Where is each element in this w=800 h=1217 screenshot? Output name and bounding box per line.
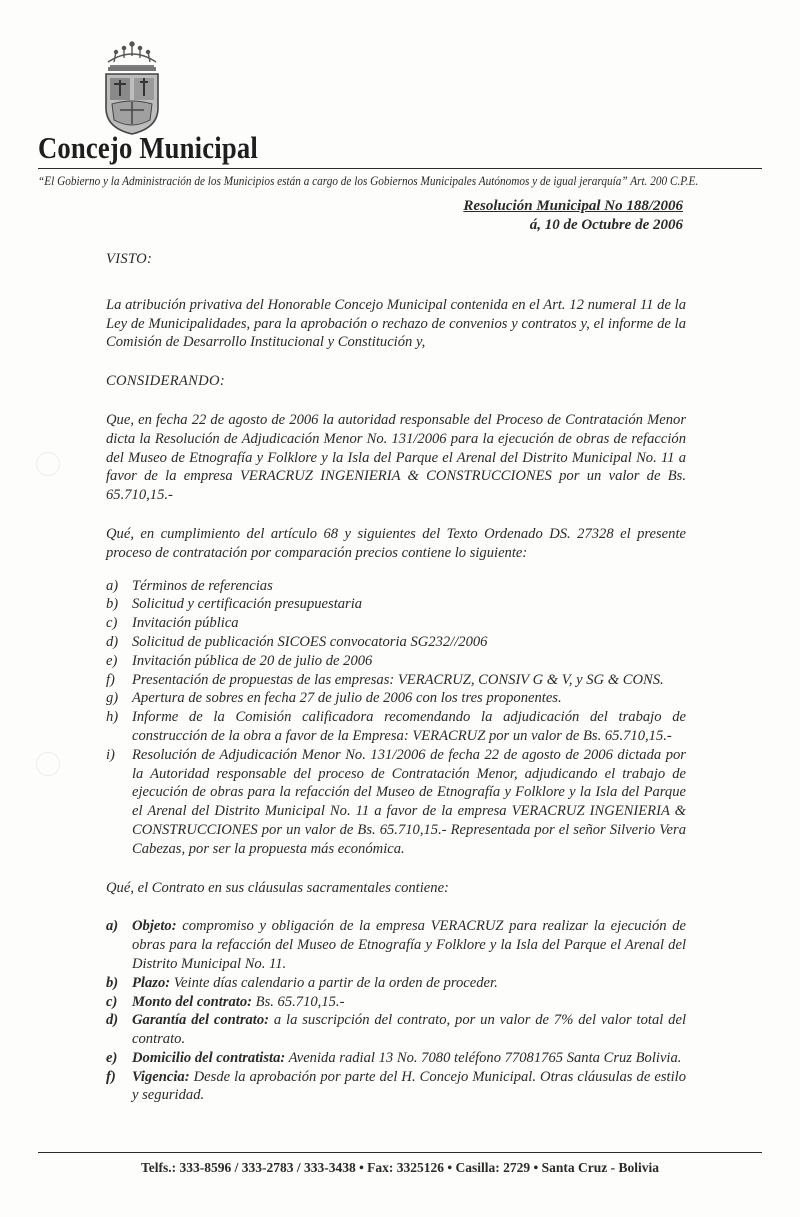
visto-heading: VISTO: (106, 251, 153, 267)
considerando-paragraph-1: Que, en fecha 22 de agosto de 2006 la autoridad responsable del Proceso de Contratación Menor dicta la Resolución de Adjudicación Menor No. 131/2006 para la ejecución de obras de refacción del Museo de Etnografía y Folklore y la Isla del Parque el Arenal del Distrito Municipal No. 11 a favor de la empresa VERACRUZ INGENIERIA & CONSTRUCCIONES por un valor de Bs. 65.710,15.- (106, 411, 686, 504)
list-item: i) Resolución de Adjudicación Menor No. 131/2006 de fecha 22 de agosto de 2006 dictada por la Autoridad responsable del proceso de Contratación Menor, adjudicando el trabajo de ejecución de obras para la refacción del Museo de Etnografía y Folklore y la Isla del Parque el Arenal del Distrito Municipal No. 11 a favor de la empresa VERACRUZ INGENIERIA & CONSTRUCCIONES por un valor de Bs. 65.710,15.- Representada por el señor Silverio Vera Cabezas, por ser la propuesta más económica. (106, 746, 686, 857)
visto-text: La atribución privativa del Honorable Concejo Municipal contenida en el Art. 12 numeral 11 de la Ley de Municipalidades, para la aprobación o rechazo de convenios y contratos y, el informe de la Comisión de Desarrollo Institucional y Constitución y, (106, 296, 686, 351)
header-motto: “El Gobierno y la Administración de los Municipios están a cargo de los Gobiernos Municipales Autónomos y de igual jerarquía” Art. 200 C.P.E. (38, 174, 699, 188)
list-item: h) Informe de la Comisión calificadora recomendando la adjudicación del trabajo de construcción de la obra a favor de la Empresa: VERACRUZ por un valor de Bs. 65.710,15.- (106, 709, 686, 744)
clause-item: e) Domicilio del contratista: Avenida radial 13 No. 7080 teléfono 77081765 Santa Cruz Bolivia. (106, 1049, 682, 1066)
considerando-paragraph-3: Qué, el Contrato en sus cláusulas sacramentales contiene: (106, 879, 449, 896)
list-item: f) Presentación de propuestas de las empresas: VERACRUZ, CONSIV G & V, y SG & CONS. (106, 671, 664, 688)
footer-contact: Telfs.: 333-8596 / 333-2783 / 333-3438 • Fax: 3325126 • Casilla: 2729 • Santa Cruz - Bolivia (140, 1160, 660, 1175)
resolution-title: Resolución Municipal No 188/2006 (463, 198, 683, 214)
list-item: e) Invitación pública de 20 de julio de 2006 (106, 652, 373, 669)
punch-hole-mark (36, 452, 60, 476)
list-item: g) Apertura de sobres en fecha 27 de julio de 2006 con los tres proponentes. (106, 690, 562, 707)
resolution-block (463, 197, 683, 235)
clause-item: a) Objeto: compromiso y obligación de la empresa VERACRUZ para realizar la ejecución de obras para la refacción del Museo de Etnografía y Folklore y la Isla del Parque el Arenal del Distrito Municipal No. 11. (106, 918, 686, 972)
list-item: a) Términos de referencias (106, 577, 273, 594)
footer-divider (38, 1152, 762, 1153)
resolution-date: á, 10 de Octubre de 2006 (529, 217, 683, 233)
punch-hole-mark (36, 752, 60, 776)
list-item: d) Solicitud de publicación SICOES convocatoria SG232//2006 (106, 633, 488, 650)
document-body (106, 250, 686, 1105)
municipal-crest-icon (100, 40, 164, 136)
considerando-heading: CONSIDERANDO: (106, 373, 226, 390)
list-item: b) Solicitud y certificación presupuestaria (106, 596, 363, 613)
considerando-paragraph-2: Qué, en cumplimiento del artículo 68 y siguientes del Texto Ordenado DS. 27328 el presente proceso de contratación por comparación precios contiene lo siguiente: (106, 525, 686, 561)
organization-name: Concejo Municipal (38, 130, 258, 165)
contract-clauses-list (106, 917, 686, 1105)
clause-item: b) Plazo: Veinte días calendario a partir de la orden de proceder. (106, 974, 498, 991)
clause-item: d) Garantía del contrato: a la suscripción del contrato, por un valor de 7% del valor total del contrato. (106, 1012, 686, 1048)
requirements-list (106, 577, 686, 859)
clause-item: f) Vigencia: Desde la aprobación por parte del H. Concejo Municipal. Otras cláusulas de estilo y seguridad. (106, 1068, 686, 1104)
header-divider (38, 168, 762, 169)
list-item: c) Invitación pública (106, 615, 239, 632)
clause-item: c) Monto del contrato: Bs. 65.710,15.- (106, 993, 345, 1010)
